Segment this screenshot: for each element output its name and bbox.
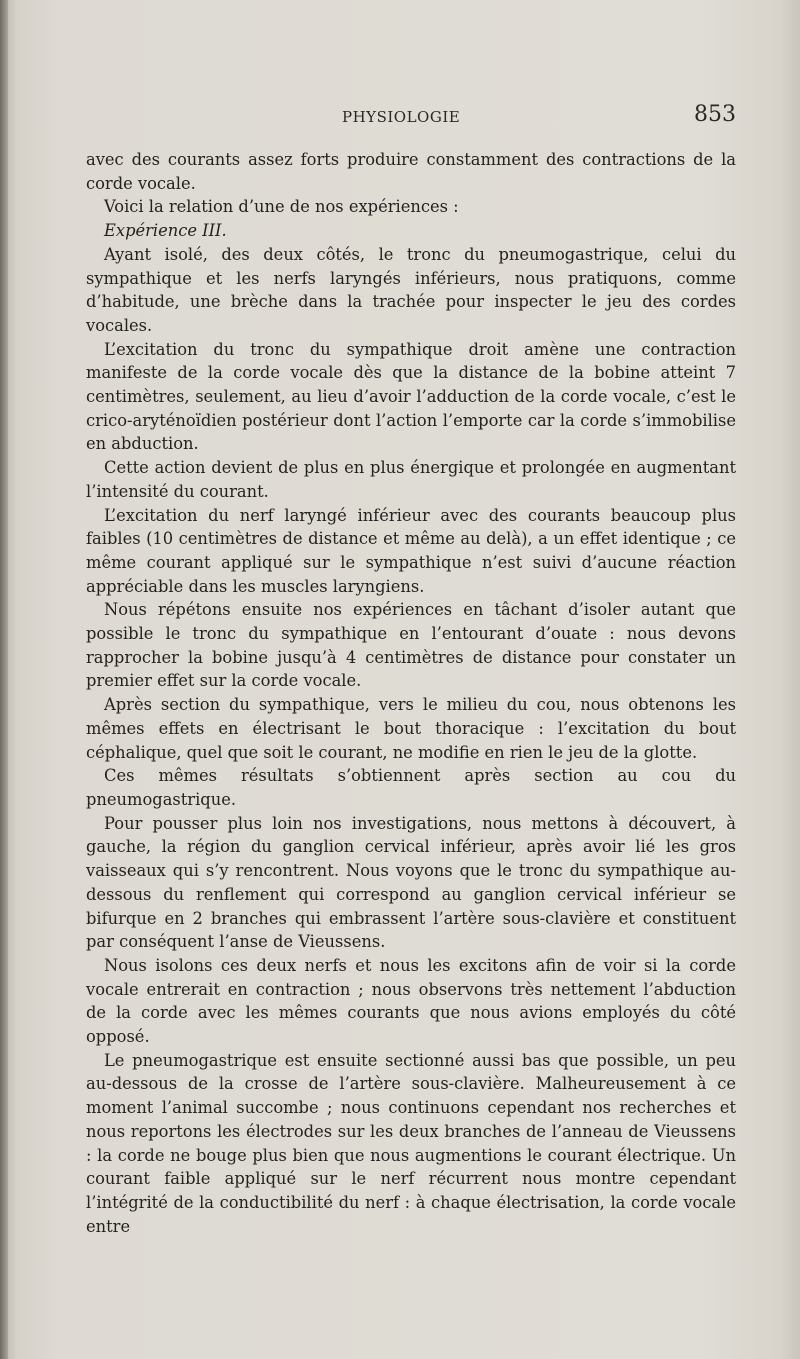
running-title: PHYSIOLOGIE — [342, 108, 461, 126]
paragraph: Pour pousser plus loin nos investigations, nous mettons à découvert, à gauche, la région du ganglion cervical inférieur, après avoir lié les gros vaisseaux qui s’y rencontrent. Nous voyons que le tronc du sympathique au-dessous du renflement qui correspond au ganglion cervical inférieur se bifurque en 2 branches qui embrassent l’artère sous-clavière et constituent par conséquent l’anse de Vieussens. — [86, 813, 736, 952]
paragraph: L’excitation du tronc du sympathique droit amène une contraction manifeste de la corde vocale dès que la distance de la bobine atteint 7 centimètres, seulement, au lieu d’avoir l’adduction de la corde vocale, c’est le crico-aryténoïdien postérieur dont l’action l’emporte car la corde s’immobilise en abduction. — [86, 339, 736, 454]
body-text — [86, 148, 736, 1238]
experiment-heading: Expérience III. — [104, 221, 227, 241]
page-binding-edge — [0, 0, 8, 1359]
paragraph: Après section du sympathique, vers le milieu du cou, nous obtenons les mêmes effets en électrisant le bout thoracique : l’excitation du bout céphalique, quel que soit le courant, ne modifie en rien le jeu de la glotte. — [86, 695, 736, 762]
paragraph: avec des courants assez forts produire constamment des contractions de la corde vocale. — [86, 150, 736, 193]
paragraph: Ayant isolé, des deux côtés, le tronc du pneumogastrique, celui du sympathique et les nerfs laryngés inférieurs, nous pratiquons, comme d’habitude, une brèche dans la trachée pour inspecter le jeu des cordes vocales. — [86, 244, 736, 335]
paragraph: Cette action devient de plus en plus énergique et prolongée en augmentant l’intensité du courant. — [86, 458, 736, 501]
paragraph: Nous répétons ensuite nos expériences en tâchant d’isoler autant que possible le tronc du sympathique en l’entourant d’ouate : nous devons rapprocher la bobine jusqu’à 4 centimètres de distance pour constater un premier effet sur la corde vocale. — [86, 600, 736, 691]
page-number: 853 — [694, 102, 736, 127]
paragraph: Ces mêmes résultats s’obtiennent après section au cou du pneumogastrique. — [86, 766, 736, 809]
paragraph: Le pneumogastrique est ensuite sectionné aussi bas que possible, un peu au-dessous de la crosse de l’artère sous-clavière. Malheureusement à ce moment l’animal succombe ; nous continuons cependant nos recherches et nous reportons les électrodes sur les deux branches de l’anneau de Vieussens : la corde ne bouge plus bien que nous augmentions le courant électrique. Un courant faible appliqué sur le nerf récurrent nous montre cependant l’intégrité de la conductibilité du nerf : à chaque électrisation, la corde vocale entre — [86, 1050, 736, 1236]
paragraph: Nous isolons ces deux nerfs et nous les excitons afin de voir si la corde vocale entrerait en contraction ; nous observons très nettement l’abduction de la corde avec les mêmes courants que nous avions employés du côté opposé. — [86, 955, 736, 1047]
paragraph: L’excitation du nerf laryngé inférieur avec des courants beaucoup plus faibles (10 centimètres de distance et même au delà), a un effet identique ; ce même courant appliqué sur le sympathique n’est suivi d’aucune réaction appréciable dans les muscles laryngiens. — [86, 505, 736, 596]
page-header — [86, 102, 736, 132]
paragraph: Voici la relation d’une de nos expériences : — [104, 197, 459, 217]
